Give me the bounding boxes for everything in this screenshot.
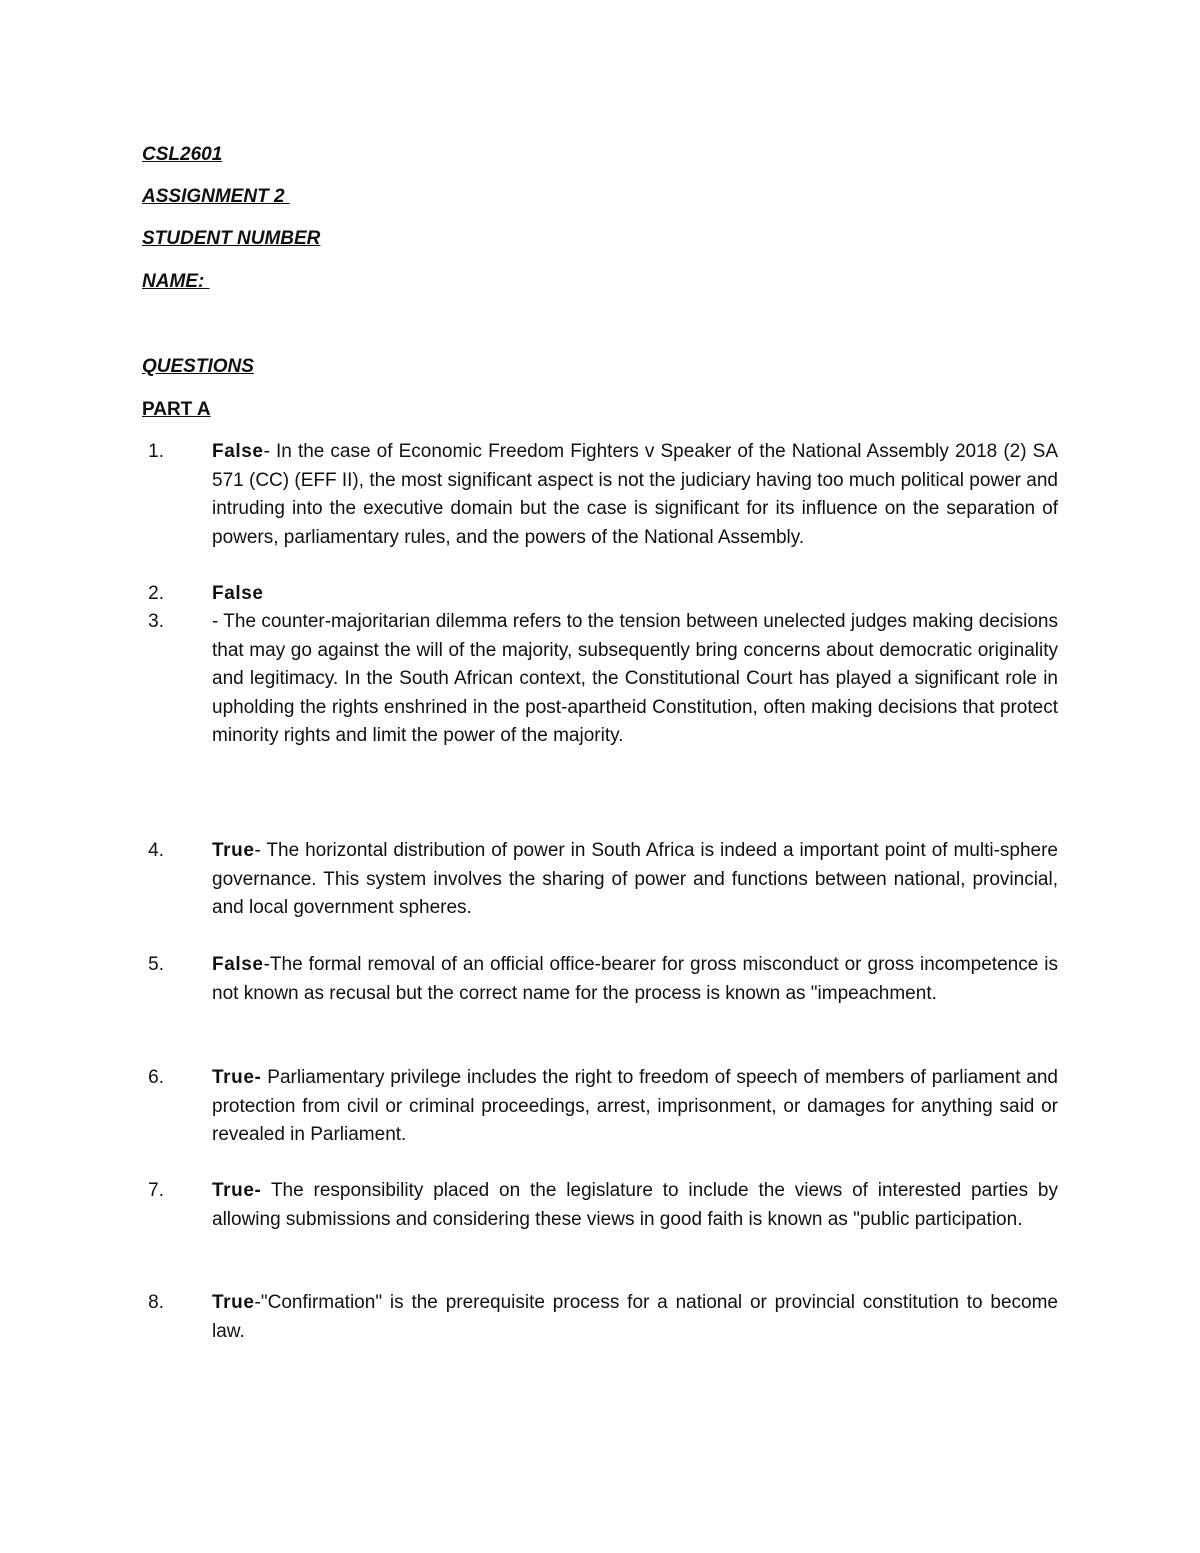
name-label: NAME: xyxy=(142,271,210,292)
answer-text: -"Confirmation" is the prerequisite process for a national or provincial constitution to become law. xyxy=(212,1292,1058,1342)
answer-verdict: True xyxy=(212,840,255,861)
answer-item-7 xyxy=(142,1177,1058,1234)
answer-number: 8. xyxy=(148,1292,164,1313)
answer-text: Parliamentary privilege includes the right to freedom of speech of members of parliament and protection from civil or criminal proceedings, arrest, imprisonment, or damages for anything said or revealed in Parliament. xyxy=(212,1067,1058,1145)
answer-item-5 xyxy=(142,951,1058,1008)
answer-number: 5. xyxy=(148,954,164,975)
course-code: CSL2601 xyxy=(142,144,223,165)
answer-number: 1. xyxy=(148,441,164,462)
answer-text: - The horizontal distribution of power in South Africa is indeed a important point of multi-sphere governance. This system involves the sharing of power and functions between national, provincial, and local government spheres. xyxy=(212,840,1058,918)
answer-item-2 xyxy=(142,580,1058,609)
answer-number: 3. xyxy=(148,611,164,632)
answer-text: - In the case of Economic Freedom Fighters v Speaker of the National Assembly 2018 (2) SA 571 (CC) (EFF II), the most significant aspect is not the judiciary having too much political power and intruding into the executive domain but the case is significant for its influence on the separation of powers, parliamentary rules, and the powers of the National Assembly. xyxy=(212,441,1058,548)
answer-verdict: True- xyxy=(212,1180,262,1201)
answer-verdict: False xyxy=(212,954,264,975)
answer-item-4 xyxy=(142,837,1058,923)
answer-verdict: False xyxy=(212,583,264,604)
answer-verdict: True xyxy=(212,1292,255,1313)
answer-item-8 xyxy=(142,1289,1058,1346)
answer-number: 6. xyxy=(148,1067,164,1088)
answer-text: -The formal removal of an official office-bearer for gross misconduct or gross incompetence is not known as recusal but the correct name for the process is known as "impeachment. xyxy=(212,954,1058,1004)
answer-number: 7. xyxy=(148,1180,164,1201)
answer-text: The responsibility placed on the legislature to include the views of interested parties by allowing submissions and considering these views in good faith is known as "public participation. xyxy=(212,1180,1058,1230)
answer-text: - The counter-majoritarian dilemma refers to the tension between unelected judges making decisions that may go against the will of the majority, subsequently bring concerns about democratic originality and legitimacy. In the South African context, the Constitutional Court has played a significant role in upholding the rights enshrined in the post-apartheid Constitution, often making decisions that protect minority rights and limit the power of the majority. xyxy=(212,611,1058,746)
answer-item-1 xyxy=(142,438,1058,552)
answer-item-6 xyxy=(142,1064,1058,1150)
student-number-label: STUDENT NUMBER xyxy=(142,228,321,249)
assignment-title: ASSIGNMENT 2 xyxy=(142,186,290,207)
answer-verdict: True- xyxy=(212,1067,262,1088)
questions-heading: QUESTIONS xyxy=(142,356,254,377)
answer-number: 4. xyxy=(148,840,164,861)
part-a-heading: PART A xyxy=(142,399,211,420)
answer-verdict: False xyxy=(212,441,264,462)
answer-item-3 xyxy=(142,608,1058,751)
answer-number: 2. xyxy=(148,583,164,604)
